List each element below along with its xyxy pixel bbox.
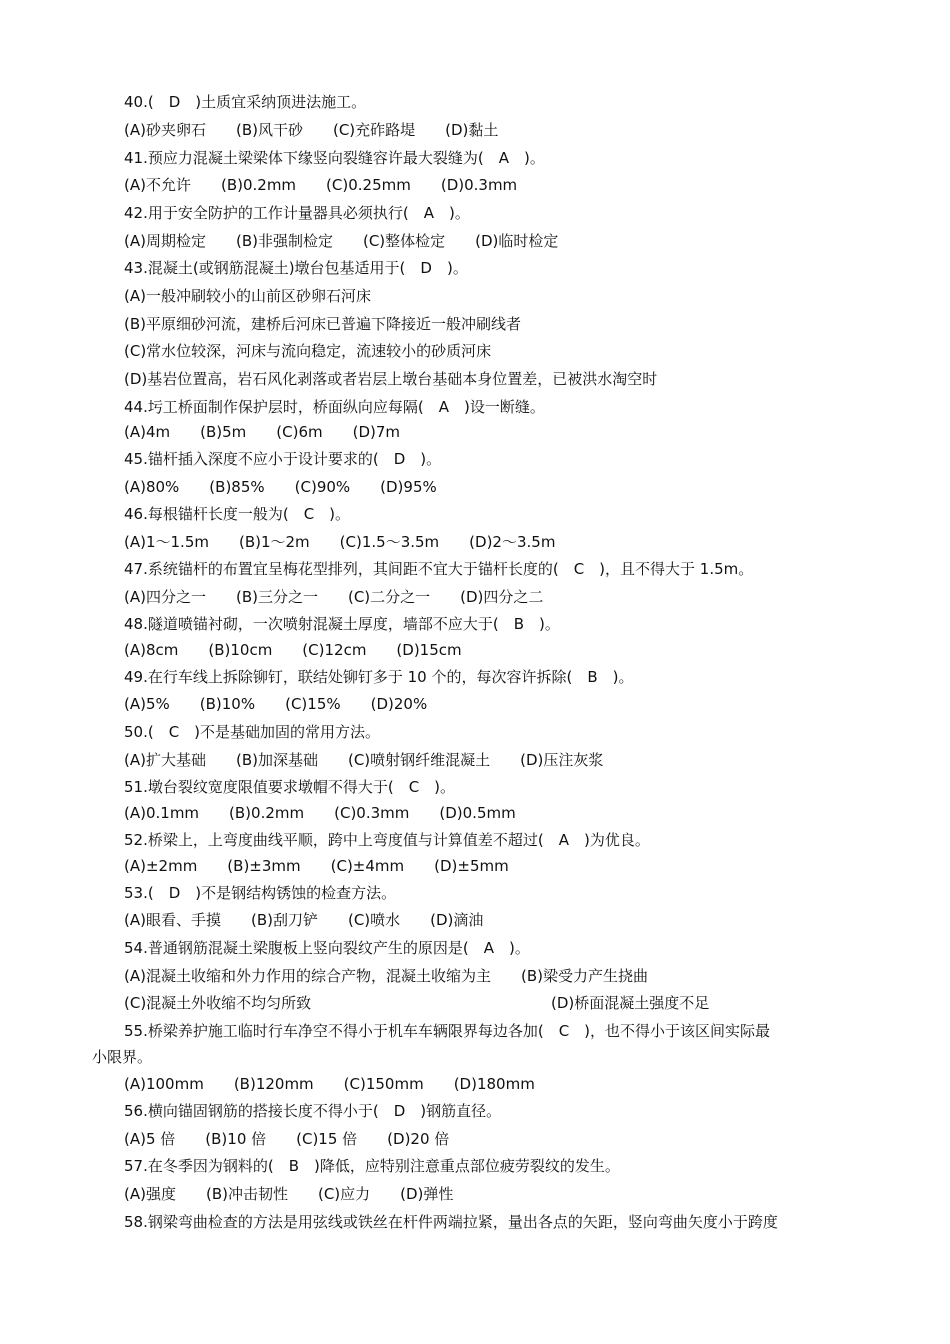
question-55-continued: 小限界。 bbox=[92, 1048, 153, 1066]
question-51: 51.墩台裂纹宽度限值要求墩帽不得大于( C )。 bbox=[124, 778, 456, 796]
question-42: 42.用于安全防护的工作计量器具必须执行( A )。 bbox=[124, 204, 470, 222]
question-52-options: (A)±2mm (B)±3mm (C)±4mm (D)±5mm bbox=[124, 857, 509, 875]
question-45: 45.锚杆插入深度不应小于设计要求的( D )。 bbox=[124, 450, 442, 468]
question-54: 54.普通钢筋混凝土梁腹板上竖向裂纹产生的原因是( A )。 bbox=[124, 939, 530, 957]
question-41-options: (A)不允许 (B)0.2mm (C)0.25mm (D)0.3mm bbox=[124, 176, 518, 194]
question-41: 41.预应力混凝土梁梁体下缘竖向裂缝容许最大裂缝为( A )。 bbox=[124, 149, 545, 167]
question-55: 55.桥梁养护施工临时行车净空不得小于机车车辆限界每边各加( C )，也不得小于该区间实际最 bbox=[124, 1022, 771, 1040]
question-43-option-a: (A)一般冲刷较小的山前区砂卵石河床 bbox=[124, 287, 371, 305]
question-40-options: (A)砂夹卵石 (B)风干砂 (C)充砟路堤 (D)黏土 bbox=[124, 121, 499, 139]
question-52: 52.桥梁上，上弯度曲线平顺，跨中上弯度值与计算值差不超过( A )为优良。 bbox=[124, 831, 650, 849]
question-48: 48.隧道喷锚衬砌，一次喷射混凝土厚度，墙部不应大于( B )。 bbox=[124, 615, 560, 633]
question-47-options: (A)四分之一 (B)三分之一 (C)二分之一 (D)四分之二 bbox=[124, 588, 544, 606]
question-43: 43.混凝土(或钢筋混凝土)墩台包基适用于( D )。 bbox=[124, 259, 468, 277]
question-51-options: (A)0.1mm (B)0.2mm (C)0.3mm (D)0.5mm bbox=[124, 804, 516, 822]
question-43-option-c: (C)常水位较深，河床与流向稳定，流速较小的砂质河床 bbox=[124, 342, 492, 360]
question-58: 58.钢梁弯曲检查的方法是用弦线或铁丝在杆件两端拉紧，量出各点的矢距，竖向弯曲矢度小于跨度 bbox=[124, 1213, 778, 1231]
question-49: 49.在行车线上拆除铆钉，联结处铆钉多于 10 个的，每次容许拆除( B )。 bbox=[124, 668, 634, 686]
question-57: 57.在冬季因为钢料的( B )降低，应特别注意重点部位疲劳裂纹的发生。 bbox=[124, 1157, 620, 1175]
question-43-option-d: (D)基岩位置高，岩石风化剥落或者岩层上墩台基础本身位置差，已被洪水淘空时 bbox=[124, 370, 658, 388]
question-57-options: (A)强度 (B)冲击韧性 (C)应力 (D)弹性 bbox=[124, 1185, 454, 1203]
question-53-options: (A)眼看、手摸 (B)刮刀铲 (C)喷水 (D)滴油 bbox=[124, 911, 484, 929]
question-46: 46.每根锚杆长度一般为( C )。 bbox=[124, 505, 351, 523]
question-54-option-c: (C)混凝土外收缩不均匀所致 bbox=[124, 994, 312, 1012]
question-45-options: (A)80% (B)85% (C)90% (D)95% bbox=[124, 478, 437, 496]
question-47: 47.系统锚杆的布置宜呈梅花型排列，其间距不宜大于锚杆长度的( C )，且不得大于 1.5m。 bbox=[124, 560, 754, 578]
question-48-options: (A)8cm (B)10cm (C)12cm (D)15cm bbox=[124, 641, 462, 659]
question-54-option-d: (D)桥面混凝土强度不足 bbox=[551, 994, 710, 1012]
question-53: 53.( D )不是钢结构锈蚀的检查方法。 bbox=[124, 884, 397, 902]
question-46-options: (A)1～1.5m (B)1～2m (C)1.5～3.5m (D)2～3.5m bbox=[124, 533, 556, 551]
question-43-option-b: (B)平原细砂河流，建桥后河床已普遍下降接近一般冲刷线者 bbox=[124, 315, 521, 333]
question-40: 40.( D )土质宜采纳顶进法施工。 bbox=[124, 93, 367, 111]
question-42-options: (A)周期检定 (B)非强制检定 (C)整体检定 (D)临时检定 bbox=[124, 232, 559, 250]
question-55-options: (A)100mm (B)120mm (C)150mm (D)180mm bbox=[124, 1075, 535, 1093]
question-44: 44.圬工桥面制作保护层时，桥面纵向应每隔( A )设一断缝。 bbox=[124, 398, 545, 416]
question-54-options-ab: (A)混凝土收缩和外力作用的综合产物，混凝土收缩为主 (B)梁受力产生挠曲 bbox=[124, 967, 648, 985]
question-50-options: (A)扩大基础 (B)加深基础 (C)喷射钢纤维混凝土 (D)压注灰浆 bbox=[124, 751, 604, 769]
question-44-options: (A)4m (B)5m (C)6m (D)7m bbox=[124, 423, 401, 441]
question-56-options: (A)5 倍 (B)10 倍 (C)15 倍 (D)20 倍 bbox=[124, 1130, 450, 1148]
question-49-options: (A)5% (B)10% (C)15% (D)20% bbox=[124, 695, 428, 713]
question-56: 56.横向锚固钢筋的搭接长度不得小于( D )钢筋直径。 bbox=[124, 1102, 502, 1120]
question-50: 50.( C )不是基础加固的常用方法。 bbox=[124, 723, 381, 741]
